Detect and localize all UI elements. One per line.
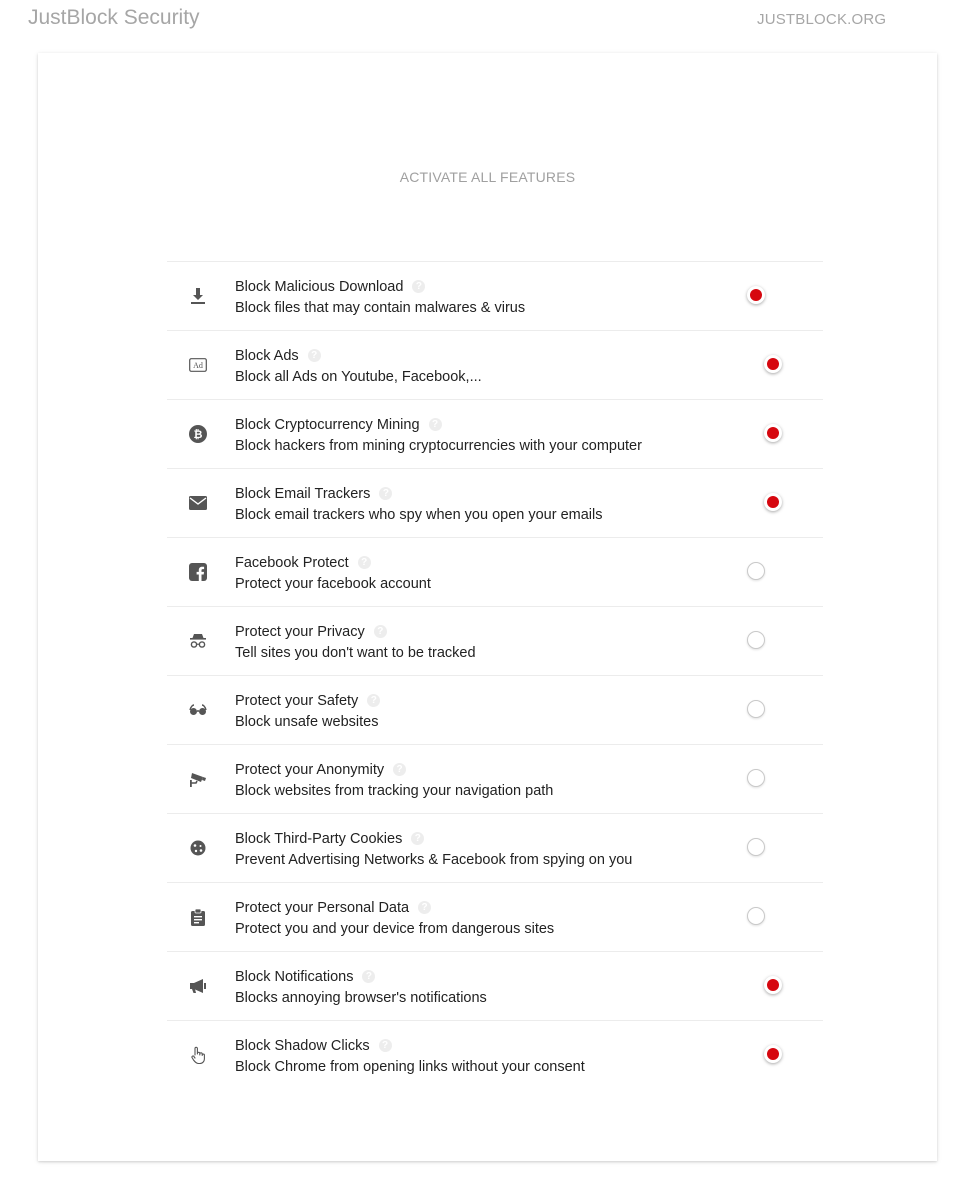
app-title: JustBlock Security: [28, 6, 200, 29]
feature-description: Block email trackers who spy when you open your emails: [235, 507, 603, 523]
feature-row-block-notifications: [167, 951, 823, 1020]
feature-title: Protect your Safety: [235, 693, 359, 709]
feature-title: Block Malicious Download: [235, 279, 404, 295]
feature-toggle[interactable]: [747, 769, 765, 787]
feature-toggle[interactable]: [747, 562, 765, 580]
help-icon[interactable]: ?: [358, 556, 371, 569]
feature-title: Block Email Trackers: [235, 486, 371, 502]
feature-row-block-email-trackers: [167, 468, 823, 537]
website-link[interactable]: JUSTBLOCK.ORG: [757, 11, 887, 28]
feature-description: Block unsafe websites: [235, 714, 379, 730]
feature-row-facebook-protect: [167, 537, 823, 606]
feature-description: Block hackers from mining cryptocurrencies with your computer: [235, 438, 642, 454]
feature-toggle[interactable]: [747, 700, 765, 718]
help-icon[interactable]: ?: [374, 625, 387, 638]
feature-toggle[interactable]: [747, 838, 765, 856]
feature-title: Block Third-Party Cookies: [235, 831, 403, 847]
top-bar: [0, 0, 964, 42]
download-icon: [188, 286, 208, 306]
feature-description: Blocks annoying browser's notifications: [235, 990, 487, 1006]
incognito-icon: [188, 631, 208, 651]
help-icon[interactable]: ?: [367, 694, 380, 707]
feature-description: Block files that may contain malwares & virus: [235, 300, 526, 316]
facebook-icon: [188, 562, 208, 582]
ad-icon: [188, 355, 208, 375]
megaphone-icon: [188, 976, 208, 996]
feature-toggle[interactable]: [764, 424, 782, 442]
feature-title: Block Ads: [235, 348, 299, 364]
feature-description: Protect you and your device from dangerous sites: [235, 921, 555, 937]
bitcoin-icon: [188, 424, 208, 444]
feature-title: Block Shadow Clicks: [235, 1038, 370, 1054]
help-icon[interactable]: ?: [393, 763, 406, 776]
activate-all-features-button[interactable]: ACTIVATE ALL FEATURES: [399, 169, 576, 185]
feature-toggle[interactable]: [764, 355, 782, 373]
help-icon[interactable]: ?: [412, 280, 425, 293]
feature-toggle[interactable]: [764, 1045, 782, 1063]
feature-title: Block Cryptocurrency Mining: [235, 417, 420, 433]
feature-toggle[interactable]: [764, 493, 782, 511]
feature-row-protect-your-anonymity: [167, 744, 823, 813]
help-icon[interactable]: ?: [379, 487, 392, 500]
feature-list: [167, 261, 823, 1089]
feature-row-protect-your-safety: [167, 675, 823, 744]
feature-row-block-third-party-cookies: [167, 813, 823, 882]
help-icon[interactable]: ?: [418, 901, 431, 914]
help-icon[interactable]: ?: [379, 1039, 392, 1052]
features-card: [38, 53, 937, 1161]
help-icon[interactable]: ?: [411, 832, 424, 845]
feature-row-protect-your-personal-data: [167, 882, 823, 951]
pointer-hand-icon: [188, 1045, 208, 1065]
feature-toggle[interactable]: [747, 907, 765, 925]
feature-description: Block websites from tracking your navigation path: [235, 783, 554, 799]
feature-title: Protect your Personal Data: [235, 900, 410, 916]
cookie-icon: [188, 838, 208, 858]
clipboard-icon: [188, 907, 208, 927]
feature-description: Block Chrome from opening links without your consent: [235, 1059, 585, 1075]
svg-text:₿: ₿: [193, 429, 203, 441]
glasses-icon: [188, 700, 208, 720]
feature-description: Prevent Advertising Networks & Facebook from spying on you: [235, 852, 633, 868]
feature-row-protect-your-privacy: [167, 606, 823, 675]
feature-toggle[interactable]: [764, 976, 782, 994]
feature-title: Protect your Privacy: [235, 624, 365, 640]
help-icon[interactable]: ?: [429, 418, 442, 431]
feature-row-block-ads: [167, 330, 823, 399]
camera-icon: [188, 769, 208, 789]
feature-title: Facebook Protect: [235, 555, 349, 571]
feature-description: Protect your facebook account: [235, 576, 431, 592]
feature-toggle[interactable]: [747, 631, 765, 649]
feature-title: Protect your Anonymity: [235, 762, 385, 778]
feature-row-block-cryptocurrency-mining: [167, 399, 823, 468]
feature-row-block-malicious-download: [167, 261, 823, 330]
feature-title: Block Notifications: [235, 969, 354, 985]
envelope-icon: [188, 493, 208, 513]
svg-text:Ad: Ad: [193, 361, 203, 370]
feature-description: Block all Ads on Youtube, Facebook,...: [235, 369, 482, 385]
feature-description: Tell sites you don't want to be tracked: [235, 645, 476, 661]
help-icon[interactable]: ?: [362, 970, 375, 983]
feature-toggle[interactable]: [747, 286, 765, 304]
help-icon[interactable]: ?: [308, 349, 321, 362]
feature-row-block-shadow-clicks: [167, 1020, 823, 1089]
